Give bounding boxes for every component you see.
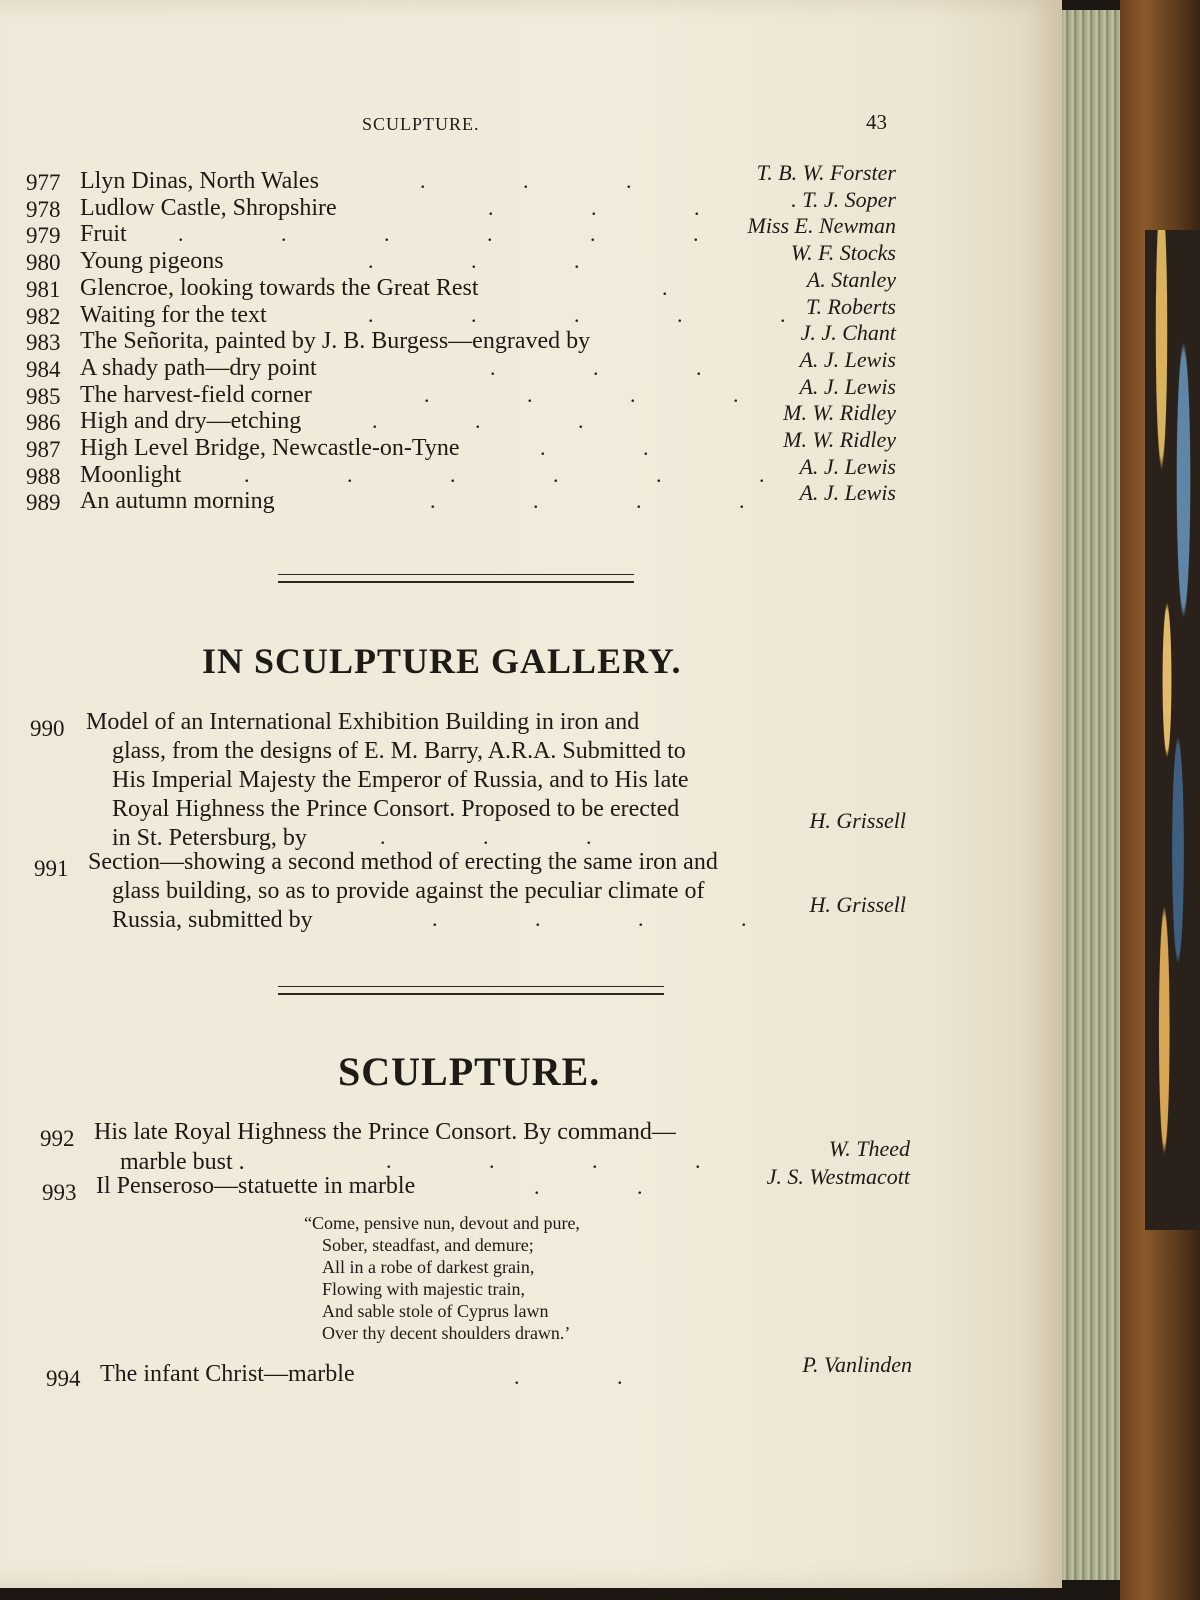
entry-line: Model of an International Exhibition Building in iron and	[86, 709, 640, 735]
marbled-endpaper	[1145, 230, 1200, 1230]
artist-name: M. W. Ridley	[783, 427, 896, 452]
leader-dots: . .	[514, 1364, 669, 1389]
entry-number: 989	[26, 490, 61, 515]
artist-name: P. Vanlinden	[802, 1352, 912, 1377]
entry-number: 984	[26, 357, 61, 382]
artist-name: T. Roberts	[805, 294, 896, 319]
leader-dots: . . .	[372, 408, 630, 433]
entry-line: Russia, submitted by	[112, 907, 313, 933]
artist-name: A. Stanley	[806, 267, 896, 292]
page-number: 43	[866, 110, 887, 134]
entry-number: 978	[26, 197, 61, 222]
artist-name: A. J. Lewis	[799, 374, 896, 399]
section-divider	[278, 986, 664, 995]
entry-number: 986	[26, 410, 61, 435]
entry-title: An autumn morning	[80, 488, 275, 514]
leader-dots: . . . .	[432, 906, 793, 931]
leader-dots: . . .	[490, 355, 748, 380]
entry-number: 977	[26, 170, 61, 195]
entry-title: High Level Bridge, Newcastle-on-Tyne	[80, 435, 460, 461]
entry-title: A shady path—dry point	[80, 355, 317, 381]
leader-dots: . . . . . .	[244, 462, 811, 487]
entry-line: His Imperial Majesty the Emperor of Russia, and to His late	[112, 767, 689, 793]
entry-number: 988	[26, 464, 61, 489]
entry-number: 987	[26, 437, 61, 462]
entry-number: 983	[26, 330, 61, 355]
poem-line: Flowing with majestic train,	[322, 1279, 525, 1299]
artist-name: A. J. Lewis	[799, 480, 896, 505]
entry-line: His late Royal Highness the Prince Consort. By command—	[94, 1119, 676, 1145]
leader-dots: . . . . . .	[178, 221, 745, 246]
entry-number: 982	[26, 304, 61, 329]
artist-name: H. Grissell	[809, 892, 906, 917]
artist-name: W. F. Stocks	[790, 240, 896, 265]
poem-line: Sober, steadfast, and demure;	[322, 1235, 534, 1255]
entry-title: High and dry—etching	[80, 408, 302, 434]
leader-dots: . .	[534, 1174, 689, 1199]
leader-dots: .	[662, 275, 714, 300]
entry-number: 981	[26, 277, 61, 302]
entry-title: Ludlow Castle, Shropshire	[80, 195, 337, 221]
artist-name: J. J. Chant	[800, 320, 896, 345]
section-heading-sculpture-gallery: IN SCULPTURE GALLERY.	[202, 641, 682, 681]
running-head: SCULPTURE.	[362, 114, 480, 134]
entry-number: 979	[26, 223, 61, 248]
entry-line: Il Penseroso—statuette in marble	[96, 1173, 416, 1199]
entry-line: glass, from the designs of E. M. Barry, A.R.A. Submitted to	[112, 738, 686, 764]
entry-title: Young pigeons	[80, 248, 224, 274]
leader-dots: . . .	[368, 248, 626, 273]
entry-line: Royal Highness the Prince Consort. Proposed to be erected	[112, 796, 680, 822]
poem-line: Over thy decent shoulders drawn.’	[322, 1323, 571, 1343]
poem-line: “Come, pensive nun, devout and pure,	[304, 1213, 580, 1233]
artist-name: J. S. Westmacott	[766, 1164, 910, 1189]
entry-number: 990	[30, 716, 65, 741]
entry-line: in St. Petersburg, by	[112, 825, 307, 851]
entry-title: Glencroe, looking towards the Great Rest	[80, 275, 479, 301]
entry-number: 992	[40, 1126, 75, 1151]
leader-dots: . . .	[420, 168, 678, 193]
artist-name: H. Grissell	[809, 808, 906, 833]
leader-dots: . . . .	[386, 1148, 747, 1173]
entry-title: Llyn Dinas, North Wales	[80, 168, 319, 194]
entry-title: Fruit	[80, 221, 127, 247]
artist-name: . T. J. Soper	[791, 187, 896, 212]
entry-title: Moonlight	[80, 462, 182, 488]
entry-line: marble bust .	[120, 1149, 245, 1175]
artist-name: W. Theed	[828, 1136, 910, 1161]
entry-line: Section—showing a second method of erecting the same iron and	[88, 849, 718, 875]
artist-name: A. J. Lewis	[799, 454, 896, 479]
entry-line: The infant Christ—marble	[100, 1361, 355, 1387]
section-heading-sculpture: SCULPTURE.	[338, 1049, 601, 1094]
entry-title: Waiting for the text	[80, 302, 267, 328]
entry-title: The Señorita, painted by J. B. Burgess—engraved by	[80, 328, 591, 354]
entry-number: 980	[26, 250, 61, 275]
artist-name: M. W. Ridley	[783, 400, 896, 425]
entry-number: 993	[42, 1180, 77, 1205]
leader-dots: . .	[540, 435, 695, 460]
leader-dots: . . . .	[430, 488, 791, 513]
entry-line: glass building, so as to provide against the peculiar climate of	[112, 878, 705, 904]
entry-number: 985	[26, 384, 61, 409]
page-edges	[1062, 10, 1120, 1580]
poem-line: And sable stole of Cyprus lawn	[322, 1301, 549, 1321]
leader-dots: . . . .	[424, 382, 785, 407]
section-divider	[278, 574, 634, 583]
leader-dots: . . .	[488, 195, 746, 220]
artist-name: Miss E. Newman	[747, 213, 896, 238]
leader-dots: . . .	[380, 824, 638, 849]
entry-number: 994	[46, 1366, 81, 1391]
artist-name: A. J. Lewis	[799, 347, 896, 372]
leader-dots: . . . . .	[368, 302, 832, 327]
entry-number: 991	[34, 856, 69, 881]
artist-name: T. B. W. Forster	[756, 160, 896, 185]
poem-line: All in a robe of darkest grain,	[322, 1257, 535, 1277]
entry-title: The harvest-field corner	[80, 382, 312, 408]
